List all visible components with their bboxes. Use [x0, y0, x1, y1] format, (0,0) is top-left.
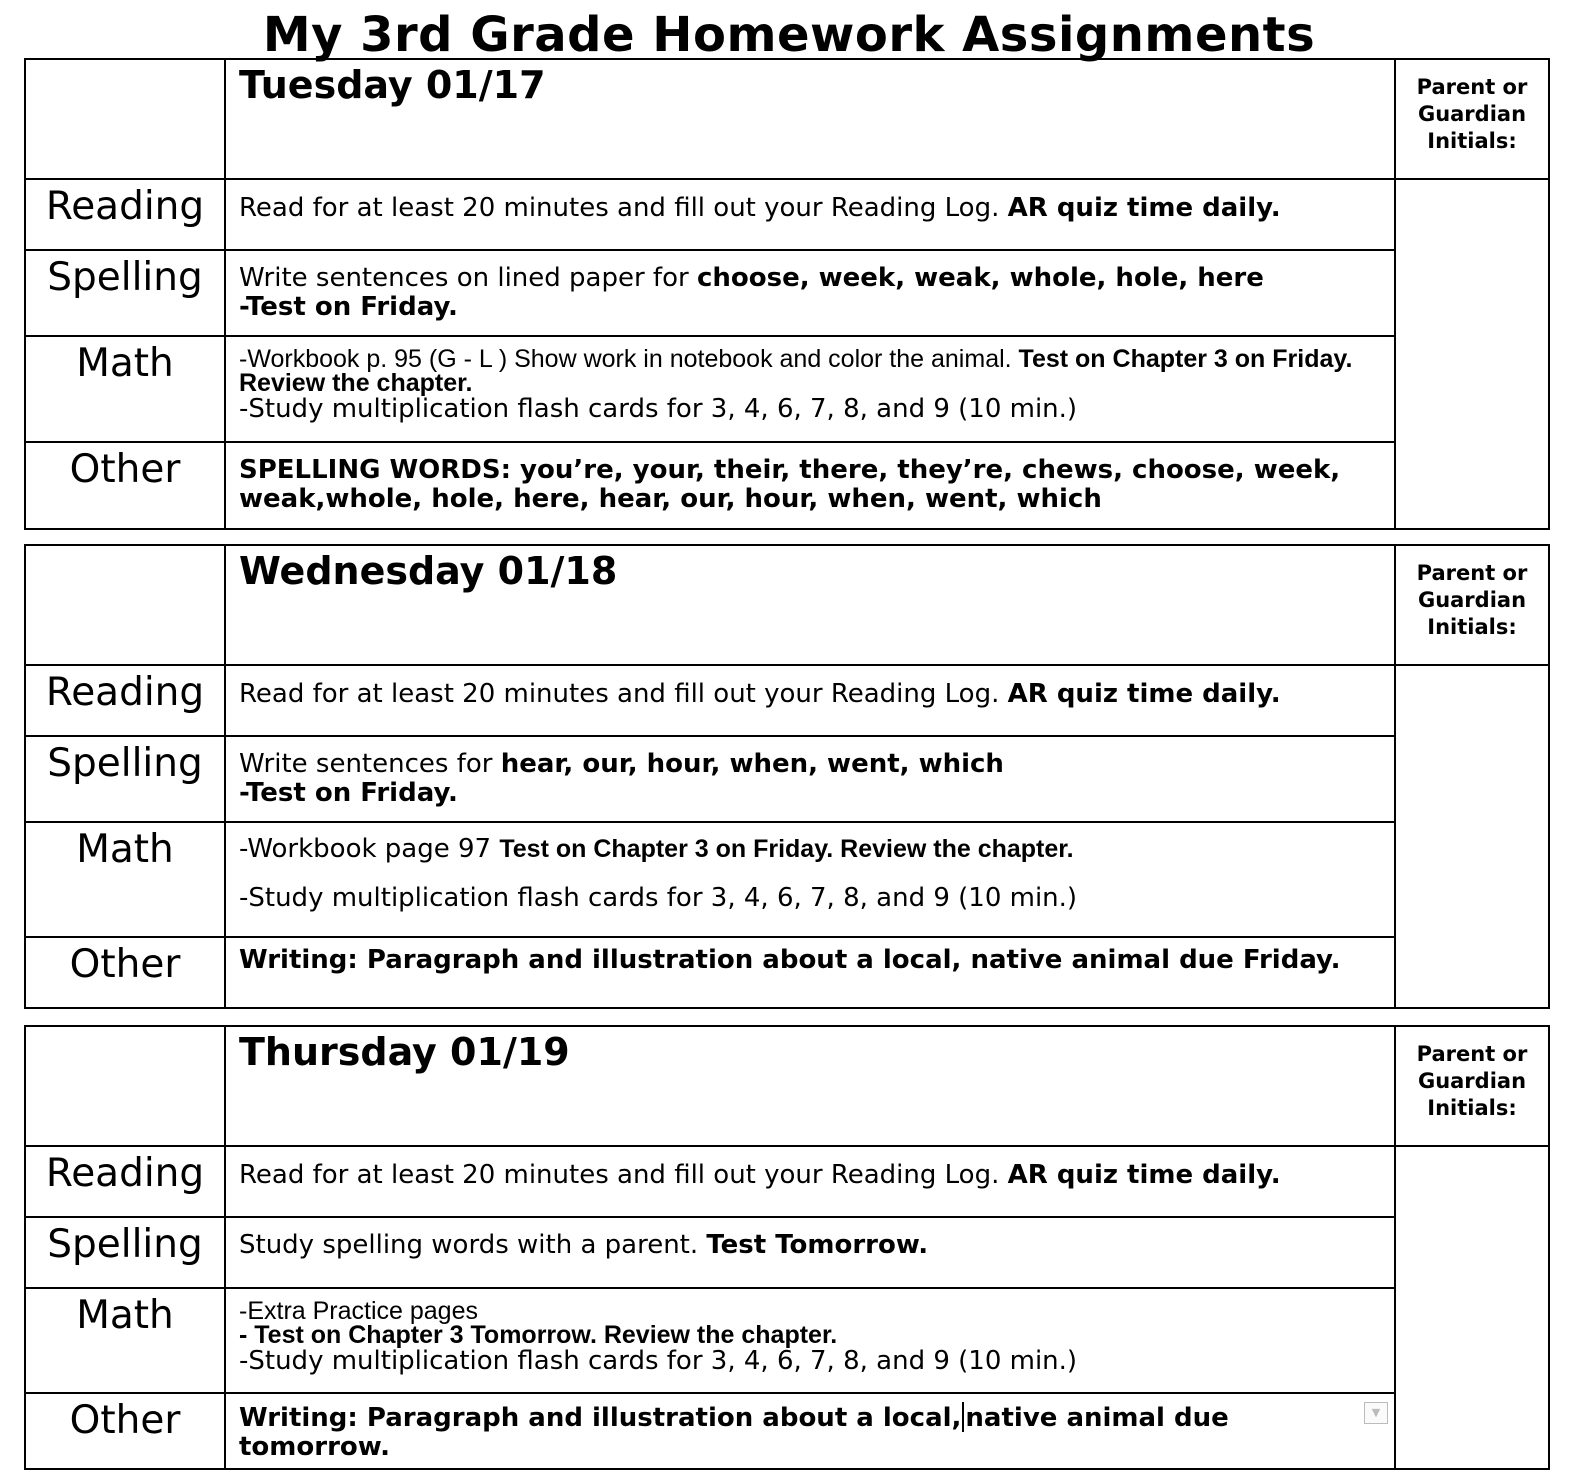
header-blank-cell	[25, 59, 225, 179]
spelling-test-note: -Test on Friday.	[239, 292, 458, 322]
subject-reading: Reading	[25, 179, 225, 250]
spelling-assignment[interactable]	[225, 736, 1395, 822]
subject-spelling: Spelling	[25, 736, 225, 822]
spelling-text: Study spelling words with a parent.	[239, 1230, 707, 1260]
math-line1-bold: Test on Chapter 3 on Friday. Review the chapter.	[499, 835, 1074, 863]
subject-math: Math	[25, 1288, 225, 1393]
reading-bold: AR quiz time daily.	[1007, 193, 1281, 223]
math-assignment[interactable]	[225, 336, 1395, 442]
day-date: Thursday 01/19	[225, 1026, 1395, 1146]
math-line1-bold: Test on Chapter 3 on Friday. Review the chapter.	[239, 345, 1353, 397]
page-title: My 3rd Grade Homework Assignments	[262, 7, 1316, 63]
math-line2: -Study multiplication flash cards for 3, 4, 6, 7, 8, and 9 (10 min.)	[239, 1346, 1078, 1376]
reading-bold: AR quiz time daily.	[1007, 679, 1281, 709]
math-line1-bold-row	[239, 1323, 1382, 1347]
math-assignment[interactable]	[225, 1288, 1395, 1393]
subject-other: Other	[25, 1393, 225, 1469]
math-line1	[239, 835, 1382, 864]
other-assignment[interactable]	[225, 937, 1395, 1008]
other-assignment[interactable]	[225, 442, 1395, 529]
reading-text: Read for at least 20 minutes and fill out your Reading Log.	[239, 679, 1008, 709]
reading-assignment[interactable]	[225, 1146, 1395, 1217]
day-date: Wednesday 01/18	[225, 545, 1395, 665]
spelling-test-note: -Test on Friday.	[239, 778, 458, 808]
reading-bold: AR quiz time daily.	[1007, 1160, 1281, 1190]
subject-math: Math	[25, 822, 225, 937]
initials-box[interactable]	[1395, 1146, 1549, 1469]
math-line2: -Study multiplication flash cards for 3, 4, 6, 7, 8, and 9 (10 min.)	[239, 394, 1078, 424]
math-line2: -Study multiplication flash cards for 3, 4, 6, 7, 8, and 9 (10 min.)	[239, 883, 1078, 913]
subject-reading: Reading	[25, 1146, 225, 1217]
subject-spelling: Spelling	[25, 250, 225, 336]
math-line1	[239, 347, 1382, 395]
day-date: Tuesday 01/17	[225, 59, 1395, 179]
other-text: Writing: Paragraph and illustration about a local, native animal due Friday.	[239, 945, 1341, 975]
day-table-wednesday	[24, 544, 1550, 1009]
initials-box[interactable]	[1395, 665, 1549, 1008]
spelling-text: Write sentences for	[239, 749, 501, 779]
math-line1-text: -Workbook p. 95 (G - L ) Show work in notebook and color the animal.	[239, 345, 1019, 373]
spelling-assignment[interactable]	[225, 1217, 1395, 1288]
header-blank-cell	[25, 545, 225, 665]
initials-label: Parent or Guardian Initials:	[1395, 545, 1549, 665]
dropdown-arrow-icon[interactable]: ▼	[1364, 1402, 1388, 1424]
initials-label: Parent or Guardian Initials:	[1395, 59, 1549, 179]
math-line1-text: -Workbook page 97	[239, 834, 500, 864]
subject-math: Math	[25, 336, 225, 442]
header-blank-cell	[25, 1026, 225, 1146]
reading-text: Read for at least 20 minutes and fill out your Reading Log.	[239, 193, 1008, 223]
spelling-assignment[interactable]	[225, 250, 1395, 336]
math-assignment[interactable]	[225, 822, 1395, 937]
subject-other: Other	[25, 937, 225, 1008]
spelling-words: choose, week, weak, whole, hole, here	[696, 263, 1264, 293]
spelling-words: hear, our, hour, when, went, which	[500, 749, 1004, 779]
day-table-tuesday	[24, 58, 1550, 530]
subject-reading: Reading	[25, 665, 225, 736]
subject-other: Other	[25, 442, 225, 529]
subject-spelling: Spelling	[25, 1217, 225, 1288]
initials-label: Parent or Guardian Initials:	[1395, 1026, 1549, 1146]
spelling-text: Write sentences on lined paper for	[239, 263, 697, 293]
math-line1-bold: - Test on Chapter 3 Tomorrow. Review the chapter.	[239, 1321, 838, 1349]
math-line1: -Extra Practice pages	[239, 1297, 478, 1325]
spelling-bold: Test Tomorrow.	[706, 1230, 929, 1260]
day-table-thursday	[24, 1025, 1550, 1470]
initials-box[interactable]	[1395, 179, 1549, 529]
reading-assignment[interactable]	[225, 665, 1395, 736]
other-text-b: native animal due tomorrow.	[239, 1403, 1229, 1462]
reading-text: Read for at least 20 minutes and fill out your Reading Log.	[239, 1160, 1008, 1190]
other-text-a: Writing: Paragraph and illustration about a local,	[239, 1403, 962, 1433]
other-text: SPELLING WORDS: you’re, your, their, there, they’re, chews, choose, week, weak,whole, hole, here, hear, our, hour, when, went, which	[239, 455, 1341, 514]
reading-assignment[interactable]	[225, 179, 1395, 250]
other-assignment[interactable]	[225, 1393, 1395, 1469]
